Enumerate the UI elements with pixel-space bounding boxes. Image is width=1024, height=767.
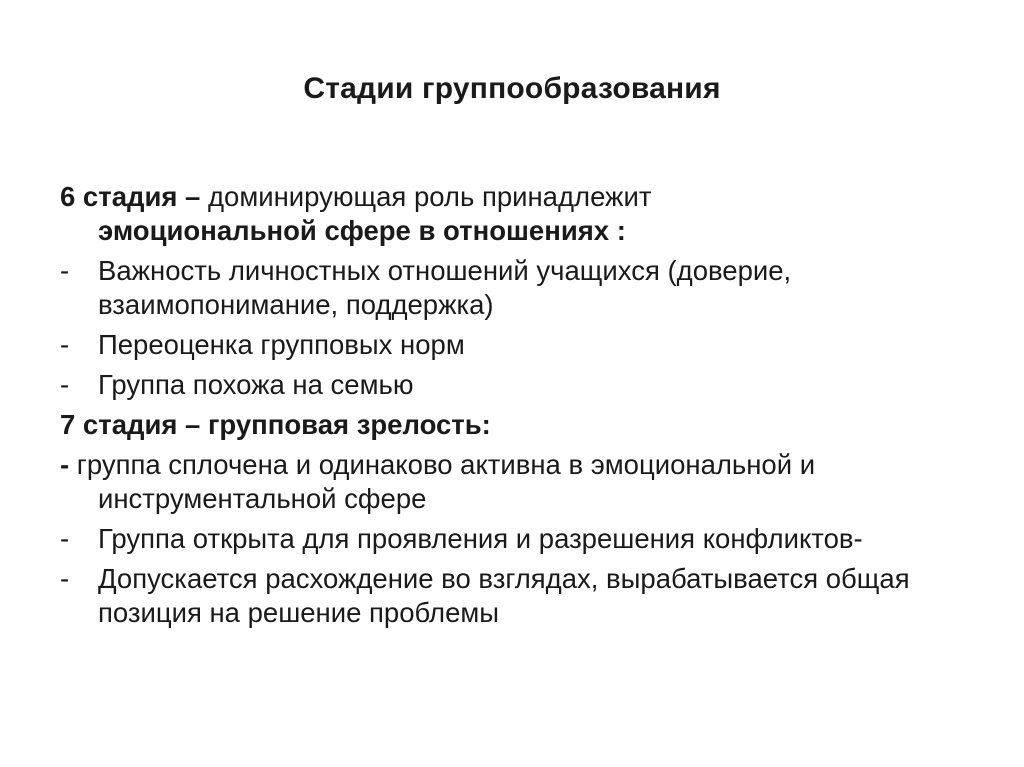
stage6-label: 6 стадия – — [60, 181, 201, 212]
bullet-marker: - — [60, 369, 70, 400]
bullet-marker: - — [60, 563, 70, 594]
slide-content — [60, 180, 960, 636]
stage7-heading: 7 стадия – групповая зрелость: — [60, 409, 491, 440]
bullet-marker: - — [60, 329, 70, 360]
list-item-text: Допускается расхождение во взглядах, вырабатывается общая позиция на решение проблемы — [98, 563, 910, 628]
list-item-text: группа сплочена и одинаково активна в эмоциональной и инструментальной сфере — [69, 449, 816, 514]
list-item-text: Важность личностных отношений учащихся (доверие, взаимопонимание, поддержка) — [98, 255, 792, 320]
list-item — [60, 328, 960, 362]
bullet-marker: - — [60, 449, 70, 480]
stage6-heading — [60, 180, 960, 248]
list-item-text: Группа похожа на семью — [98, 369, 414, 400]
slide-title: Стадии группообразования — [303, 72, 721, 105]
bullet-marker: - — [60, 523, 70, 554]
list-item-text: Группа открыта для проявления и разрешения конфликтов- — [98, 523, 863, 554]
list-item — [60, 368, 960, 402]
list-item — [60, 448, 960, 516]
list-item — [60, 562, 960, 630]
stage6-heading-text: доминирующая роль принадлежит — [200, 181, 652, 212]
list-item — [60, 254, 960, 322]
list-item-text: Переоценка групповых норм — [98, 329, 465, 360]
stage6-heading-bold-cont: эмоциональной сфере в отношениях : — [98, 215, 626, 246]
list-item — [60, 522, 960, 556]
bullet-marker: - — [60, 255, 70, 286]
